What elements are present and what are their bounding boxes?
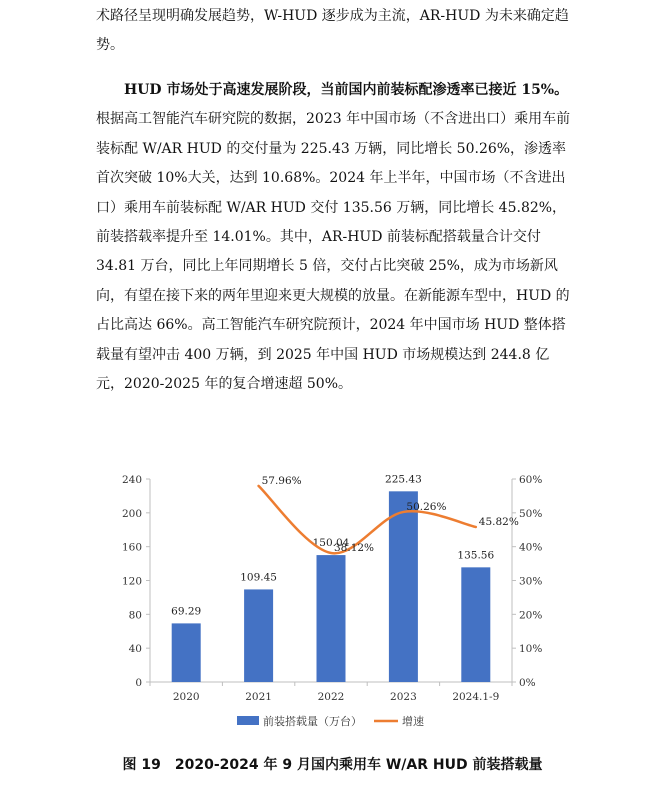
y-left-tick-label: 80 bbox=[128, 609, 142, 622]
bar bbox=[317, 555, 346, 682]
hud-installation-chart bbox=[96, 464, 566, 746]
paragraph-lead-sentence: HUD 市场处于高速发展阶段，当前国内前装标配渗透率已接近 15%。 bbox=[124, 82, 569, 98]
line-data-label: 57.96% bbox=[261, 474, 302, 487]
legend-bar-swatch bbox=[237, 716, 259, 725]
bar bbox=[172, 623, 201, 682]
x-tick-label: 2023 bbox=[390, 691, 417, 703]
y-right-tick-label: 50% bbox=[519, 507, 543, 520]
y-left-tick-label: 200 bbox=[121, 507, 142, 520]
y-left-tick-label: 160 bbox=[121, 541, 142, 554]
y-right-tick-label: 10% bbox=[519, 643, 543, 656]
figure-number: 图 19 bbox=[122, 757, 161, 773]
x-tick-label: 2022 bbox=[317, 691, 345, 703]
y-left-tick-label: 0 bbox=[135, 677, 142, 689]
figure-title: 2020-2024 年 9 月国内乘用车 W/AR HUD 前装搭载量 bbox=[174, 757, 543, 773]
y-right-tick-label: 30% bbox=[519, 575, 543, 588]
y-left-tick-label: 240 bbox=[121, 474, 142, 486]
y-right-tick-label: 60% bbox=[519, 474, 543, 486]
paragraph-hud-market bbox=[96, 76, 576, 399]
legend-line-label: 增速 bbox=[402, 715, 424, 728]
y-left-tick-label: 40 bbox=[128, 643, 142, 656]
y-right-tick-label: 0% bbox=[519, 677, 536, 689]
x-tick-label: 2024.1-9 bbox=[452, 691, 500, 703]
y-right-tick-label: 20% bbox=[519, 609, 543, 622]
bar-data-label: 225.43 bbox=[385, 473, 422, 486]
paragraph-intro: 术路径呈现明确发展趋势，W-HUD 逐步成为主流，AR-HUD 为未来确定趋势。 bbox=[96, 8, 569, 54]
line-data-label: 50.26% bbox=[406, 500, 447, 513]
figure-caption bbox=[0, 754, 665, 774]
bar-data-label: 135.56 bbox=[457, 549, 495, 562]
bar-data-label: 109.45 bbox=[240, 571, 277, 584]
y-left-tick-label: 120 bbox=[121, 575, 142, 588]
x-tick-label: 2021 bbox=[245, 691, 272, 703]
bar bbox=[244, 589, 273, 682]
x-tick-label: 2020 bbox=[172, 691, 200, 703]
bar-data-label: 150.04 bbox=[312, 537, 350, 550]
paragraph-body: 根据高工智能汽车研究院的数据，2023 年中国市场（不含进出口）乘用车前装标配 W/AR HUD 的交付量为 225.43 万辆，同比增长 50.26%，渗透率首次突破 10%大关，达到 10.68%。2024 年上半年，中国市场（不含进出口）乘用车前装标配 W/AR HUD 交付 135.56 万辆，同比增长 45.82%，前装搭载率提升至 14.01%。其中，AR-HUD 前装标配搭载量合计交付 34.81 万台，同比上年同期增长 5 倍，交付占比突破 25%，成为市场新风向，有望在接下来的两年里迎来更大规模的放量。在新能源车型中，HUD 的占比高达 66%。高工智能汽车研究院预计，2024 年中国市场 HUD 整体搭载量有望冲击 400 万辆，到 2025 年中国 HUD 市场规模达到 244.8 亿元，2020-2025 年的复合增速超 50%。 bbox=[96, 111, 571, 393]
legend-bar-label: 前装搭载量（万台） bbox=[263, 715, 362, 728]
bar-data-label: 69.29 bbox=[171, 605, 202, 618]
bar bbox=[461, 567, 490, 682]
line-data-label: 45.82% bbox=[478, 515, 519, 528]
line-data-label: 38.12% bbox=[334, 542, 375, 555]
bar bbox=[389, 491, 418, 682]
y-right-tick-label: 40% bbox=[519, 541, 543, 554]
